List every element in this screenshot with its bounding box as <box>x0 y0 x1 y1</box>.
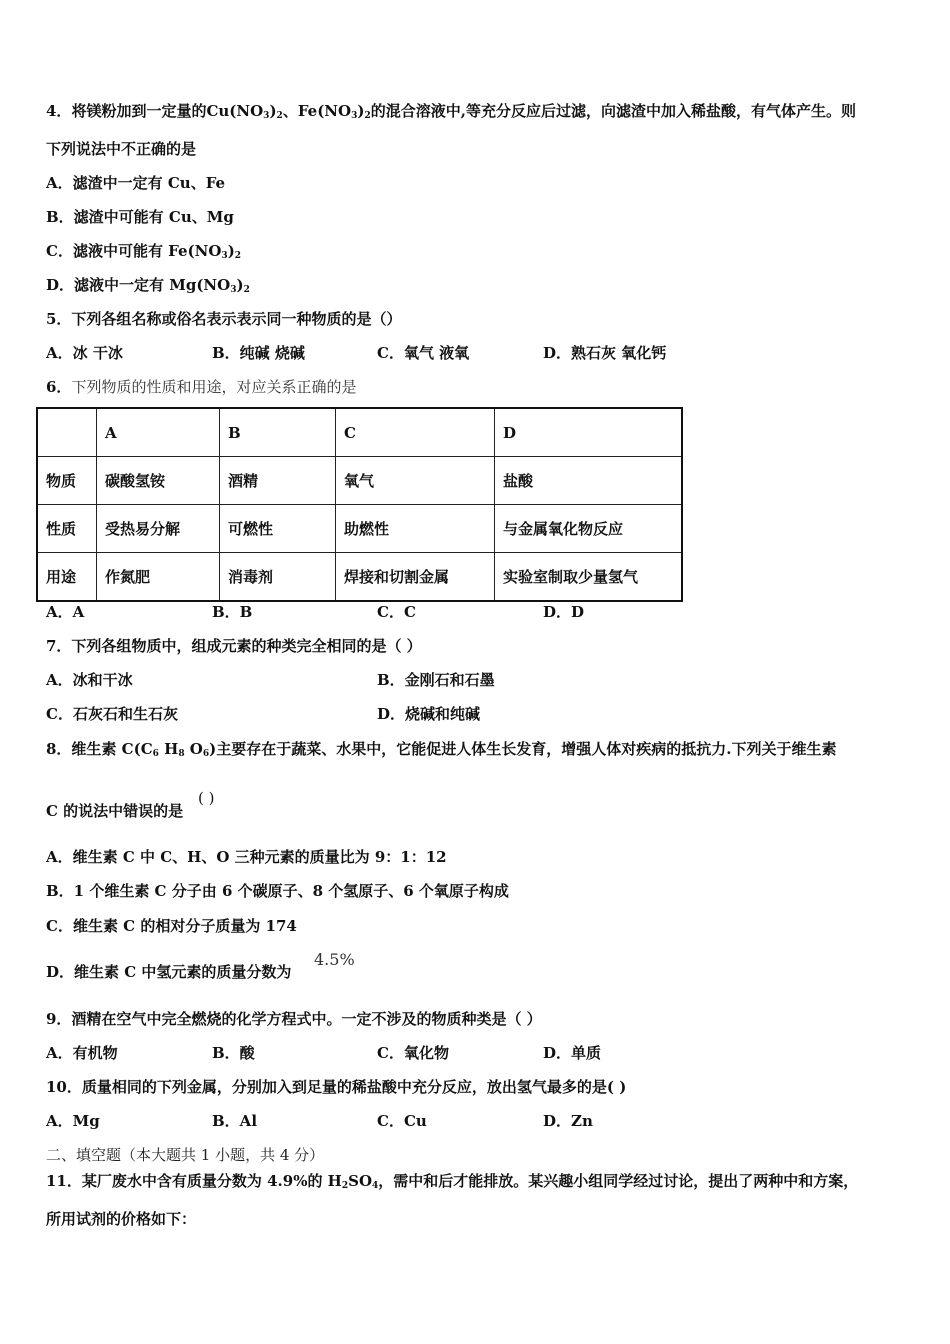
subscript: 3 <box>230 285 237 295</box>
table-cell: 消毒剂 <box>220 553 336 602</box>
q8-option-c: C．维生素 C 的相对分子质量为 174 <box>46 917 297 935</box>
table-cell: 用途 <box>37 553 97 602</box>
q9-option-a: A．有机物 <box>46 1044 118 1062</box>
subscript: 2 <box>234 251 242 261</box>
table-cell: 实验室制取少量氢气 <box>495 553 683 602</box>
q4-option-c-close: ) <box>227 242 235 260</box>
subscript: 6 <box>152 749 159 759</box>
q7-option-b: B．金刚石和石墨 <box>377 671 495 689</box>
q9-option-b: B．酸 <box>212 1044 255 1062</box>
table-cell: B <box>220 408 336 457</box>
q9-stem: 9．酒精在空气中完全燃烧的化学方程式中。一定不涉及的物质种类是（ ） <box>46 1010 542 1028</box>
table-cell: 盐酸 <box>495 457 683 505</box>
q6-number: 6． <box>46 378 72 396</box>
q7-option-a: A．冰和干冰 <box>46 671 133 689</box>
q8-option-a: A．维生素 C 中 C、H、O 三种元素的质量比为 9：1：12 <box>46 848 447 866</box>
q8-option-d: D．维生素 C 中氢元素的质量分数为 <box>46 963 292 981</box>
table-cell: D <box>495 408 683 457</box>
separator: 、 <box>282 102 298 120</box>
table-row <box>37 457 682 505</box>
table-row <box>37 553 682 602</box>
q9-option-c: C．氧化物 <box>377 1044 449 1062</box>
q8-formula-h: H <box>158 740 179 758</box>
q8-formula-o: O <box>184 740 203 758</box>
q6-table <box>36 407 683 602</box>
q10-option-b: B．Al <box>212 1112 258 1130</box>
q8-stem-line1 <box>46 739 836 759</box>
q4-stem-part: 将镁粉加到一定量的 <box>71 102 207 120</box>
q4-stem-line2: 下列说法中不正确的是 <box>46 140 197 158</box>
table-cell: 物质 <box>37 457 97 505</box>
table-cell: 可燃性 <box>220 505 336 553</box>
q8-answer-paren: ( ) <box>198 789 215 807</box>
q8-option-d-value: 4.5% <box>314 950 355 969</box>
q4-formula-2-close: ) <box>357 102 365 120</box>
table-cell: 焊接和切割金属 <box>336 553 495 602</box>
subscript: 8 <box>178 749 185 759</box>
subscript: 2 <box>364 111 371 121</box>
q11-formula-so: SO <box>348 1172 373 1190</box>
q6-option-c: C．C <box>377 603 416 621</box>
q10-option-a: A．Mg <box>46 1112 100 1130</box>
section-2-title: 二、填空题（本大题共 1 小题，共 4 分） <box>46 1146 325 1164</box>
subscript: 3 <box>263 111 270 121</box>
q4-number: 4． <box>46 102 72 120</box>
q9-option-d: D．单质 <box>543 1044 602 1062</box>
table-cell: 助燃性 <box>336 505 495 553</box>
table-cell: 酒精 <box>220 457 336 505</box>
table-cell: 氧气 <box>336 457 495 505</box>
q8-stem-line2: C 的说法中错误的是 <box>46 802 184 820</box>
q8-option-b: B．1 个维生素 C 分子由 6 个碳原子、8 个氢原子、6 个氧原子构成 <box>46 882 509 900</box>
subscript: 4 <box>372 1181 379 1191</box>
table-cell: 受热易分解 <box>97 505 220 553</box>
subscript: 2 <box>243 285 250 295</box>
q5-option-c: C．氧气 液氧 <box>377 344 470 362</box>
q4-option-d <box>46 275 250 295</box>
q4-formula-2: Fe(NO <box>297 102 352 120</box>
q10-option-c: C．Cu <box>377 1112 427 1130</box>
table-header-row <box>37 408 682 457</box>
q5-option-a: A．冰 干冰 <box>46 344 123 362</box>
table-cell: 与金属氧化物反应 <box>495 505 683 553</box>
q11-stem-part: 11．某厂废水中含有质量分数为 4.9%的 H <box>46 1172 342 1190</box>
q7-stem: 7．下列各组物质中，组成元素的种类完全相同的是（ ） <box>46 637 422 655</box>
q11-stem-line1 <box>46 1171 858 1191</box>
q4-stem-rest: 的混合溶液中,等充分反应后过滤，向滤渣中加入稀盐酸，有气体产生。则 <box>370 102 856 120</box>
q10-option-d: D．Zn <box>543 1112 593 1130</box>
q6-stem-text: 下列物质的性质和用途，对应关系正确的是 <box>71 378 357 396</box>
q11-stem-rest: ，需中和后才能排放。某兴趣小组同学经过讨论，提出了两种中和方案， <box>378 1172 859 1190</box>
q6-option-b: B．B <box>212 603 253 621</box>
table-cell: 作氮肥 <box>97 553 220 602</box>
subscript: 2 <box>341 1181 349 1191</box>
q4-option-d-close: ) <box>236 276 244 294</box>
q11-stem-line2: 所用试剂的价格如下： <box>46 1210 197 1228</box>
q8-stem-rest: )主要存在于蔬菜、水果中，它能促进人体生长发育，增强人体对疾病的抵抗力.下列关于维生素 <box>209 740 837 758</box>
q8-stem-part: 8．维生素 C(C <box>46 740 153 758</box>
q4-option-c-text: C．滤液中可能有 Fe(NO <box>46 242 222 260</box>
q7-option-d: D．烧碱和纯碱 <box>377 705 481 723</box>
table-cell: C <box>336 408 495 457</box>
q4-option-a: A．滤渣中一定有 Cu、Fe <box>46 174 226 192</box>
q6-stem <box>46 377 356 397</box>
q4-option-b: B．滤渣中可能有 Cu、Mg <box>46 208 234 226</box>
q4-formula-1-close: ) <box>269 102 277 120</box>
q5-option-b: B．纯碱 烧碱 <box>212 344 305 362</box>
subscript: 6 <box>202 749 210 759</box>
q4-stem-line1 <box>46 101 856 121</box>
q5-option-d: D．熟石灰 氧化钙 <box>543 344 667 362</box>
q4-option-c <box>46 241 241 261</box>
q4-formula-1: Cu(NO <box>206 102 264 120</box>
subscript: 2 <box>276 111 283 121</box>
table-cell: 碳酸氢铵 <box>97 457 220 505</box>
table-row <box>37 505 682 553</box>
q4-option-d-text: D．滤液中一定有 Mg(NO <box>46 276 231 294</box>
subscript: 3 <box>221 251 228 261</box>
q7-option-c: C．石灰石和生石灰 <box>46 705 178 723</box>
subscript: 3 <box>351 111 358 121</box>
table-cell <box>37 408 97 457</box>
q6-option-d: D．D <box>543 603 585 621</box>
q10-stem: 10．质量相同的下列金属，分别加入到足量的稀盐酸中充分反应，放出氢气最多的是( ) <box>46 1078 627 1096</box>
q5-stem: 5．下列各组名称或俗名表示表示同一种物质的是（） <box>46 310 402 328</box>
q6-option-a: A．A <box>46 603 85 621</box>
table-cell: 性质 <box>37 505 97 553</box>
table-cell: A <box>97 408 220 457</box>
